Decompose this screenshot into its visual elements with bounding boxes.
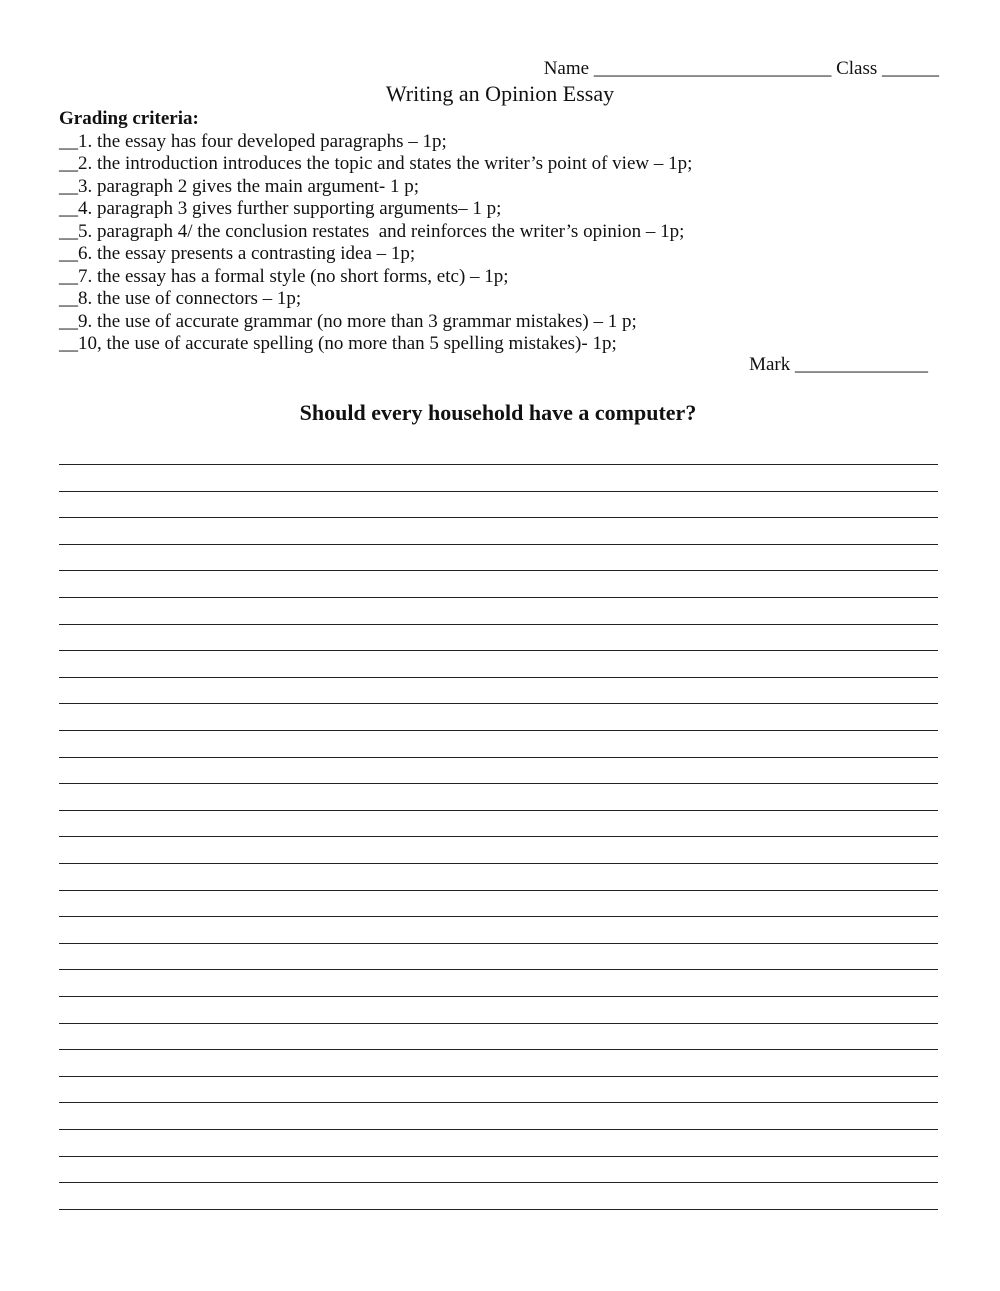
writing-line[interactable] bbox=[59, 863, 938, 864]
writing-line[interactable] bbox=[59, 1209, 938, 1210]
mark-label: Mark bbox=[749, 354, 791, 375]
criterion-2: __2. the introduction introduces the topic and states the writer’s point of view – 1p; bbox=[59, 153, 693, 174]
writing-line[interactable] bbox=[59, 597, 938, 598]
writing-line[interactable] bbox=[59, 757, 938, 758]
writing-line[interactable] bbox=[59, 969, 938, 970]
writing-line[interactable] bbox=[59, 677, 938, 678]
name-label: Name bbox=[543, 58, 590, 79]
writing-line[interactable] bbox=[59, 1049, 938, 1050]
writing-line[interactable] bbox=[59, 1102, 938, 1103]
criterion-5: __5. paragraph 4/ the conclusion restates and reinforces the writer’s opinion – 1p; bbox=[59, 220, 685, 242]
grading-criteria bbox=[59, 108, 959, 356]
writing-line[interactable] bbox=[59, 570, 938, 571]
writing-line[interactable] bbox=[59, 650, 938, 651]
writing-line[interactable] bbox=[59, 810, 938, 811]
writing-line[interactable] bbox=[59, 1156, 938, 1157]
criterion-4: __4. paragraph 3 gives further supporting arguments– 1 p; bbox=[59, 198, 502, 219]
writing-line[interactable] bbox=[59, 783, 938, 784]
criterion-7: __7. the essay has a formal style (no short forms, etc) – 1p; bbox=[59, 265, 509, 287]
writing-line[interactable] bbox=[59, 491, 938, 492]
grading-criteria-heading: Grading criteria: bbox=[59, 108, 199, 129]
criterion-1: __1. the essay has four developed paragraphs – 1p; bbox=[59, 130, 447, 152]
writing-line[interactable] bbox=[59, 464, 938, 465]
writing-line[interactable] bbox=[59, 1023, 938, 1024]
criterion-10: __10, the use of accurate spelling (no more than 5 spelling mistakes)- 1p; bbox=[59, 333, 617, 354]
student-info-line bbox=[0, 58, 939, 80]
criterion-9: __9. the use of accurate grammar (no more than 3 grammar mistakes) – 1 p; bbox=[59, 310, 637, 332]
writing-line[interactable] bbox=[59, 1182, 938, 1183]
mark-field[interactable]: ______________ bbox=[795, 354, 928, 375]
writing-line[interactable] bbox=[59, 1129, 938, 1130]
class-label: Class bbox=[836, 58, 878, 79]
writing-line[interactable] bbox=[59, 730, 938, 731]
writing-line[interactable] bbox=[59, 836, 938, 837]
class-field[interactable]: ______ bbox=[882, 58, 939, 79]
writing-line[interactable] bbox=[59, 544, 938, 545]
criterion-6: __6. the essay presents a contrasting idea – 1p; bbox=[59, 243, 416, 264]
criterion-3: __3. paragraph 2 gives the main argument- 1 p; bbox=[59, 175, 420, 197]
page-title: Writing an Opinion Essay bbox=[385, 81, 615, 106]
name-field[interactable]: _________________________ bbox=[593, 58, 832, 79]
writing-line[interactable] bbox=[59, 517, 938, 518]
writing-line[interactable] bbox=[59, 1076, 938, 1077]
writing-line[interactable] bbox=[59, 943, 938, 944]
essay-question: Should every household have a computer? bbox=[299, 400, 697, 425]
criterion-8: __8. the use of connectors – 1p; bbox=[59, 288, 302, 309]
writing-line[interactable] bbox=[59, 890, 938, 891]
mark-line bbox=[0, 354, 928, 376]
writing-line[interactable] bbox=[59, 703, 938, 704]
writing-line[interactable] bbox=[59, 996, 938, 997]
writing-line[interactable] bbox=[59, 916, 938, 917]
writing-line[interactable] bbox=[59, 624, 938, 625]
